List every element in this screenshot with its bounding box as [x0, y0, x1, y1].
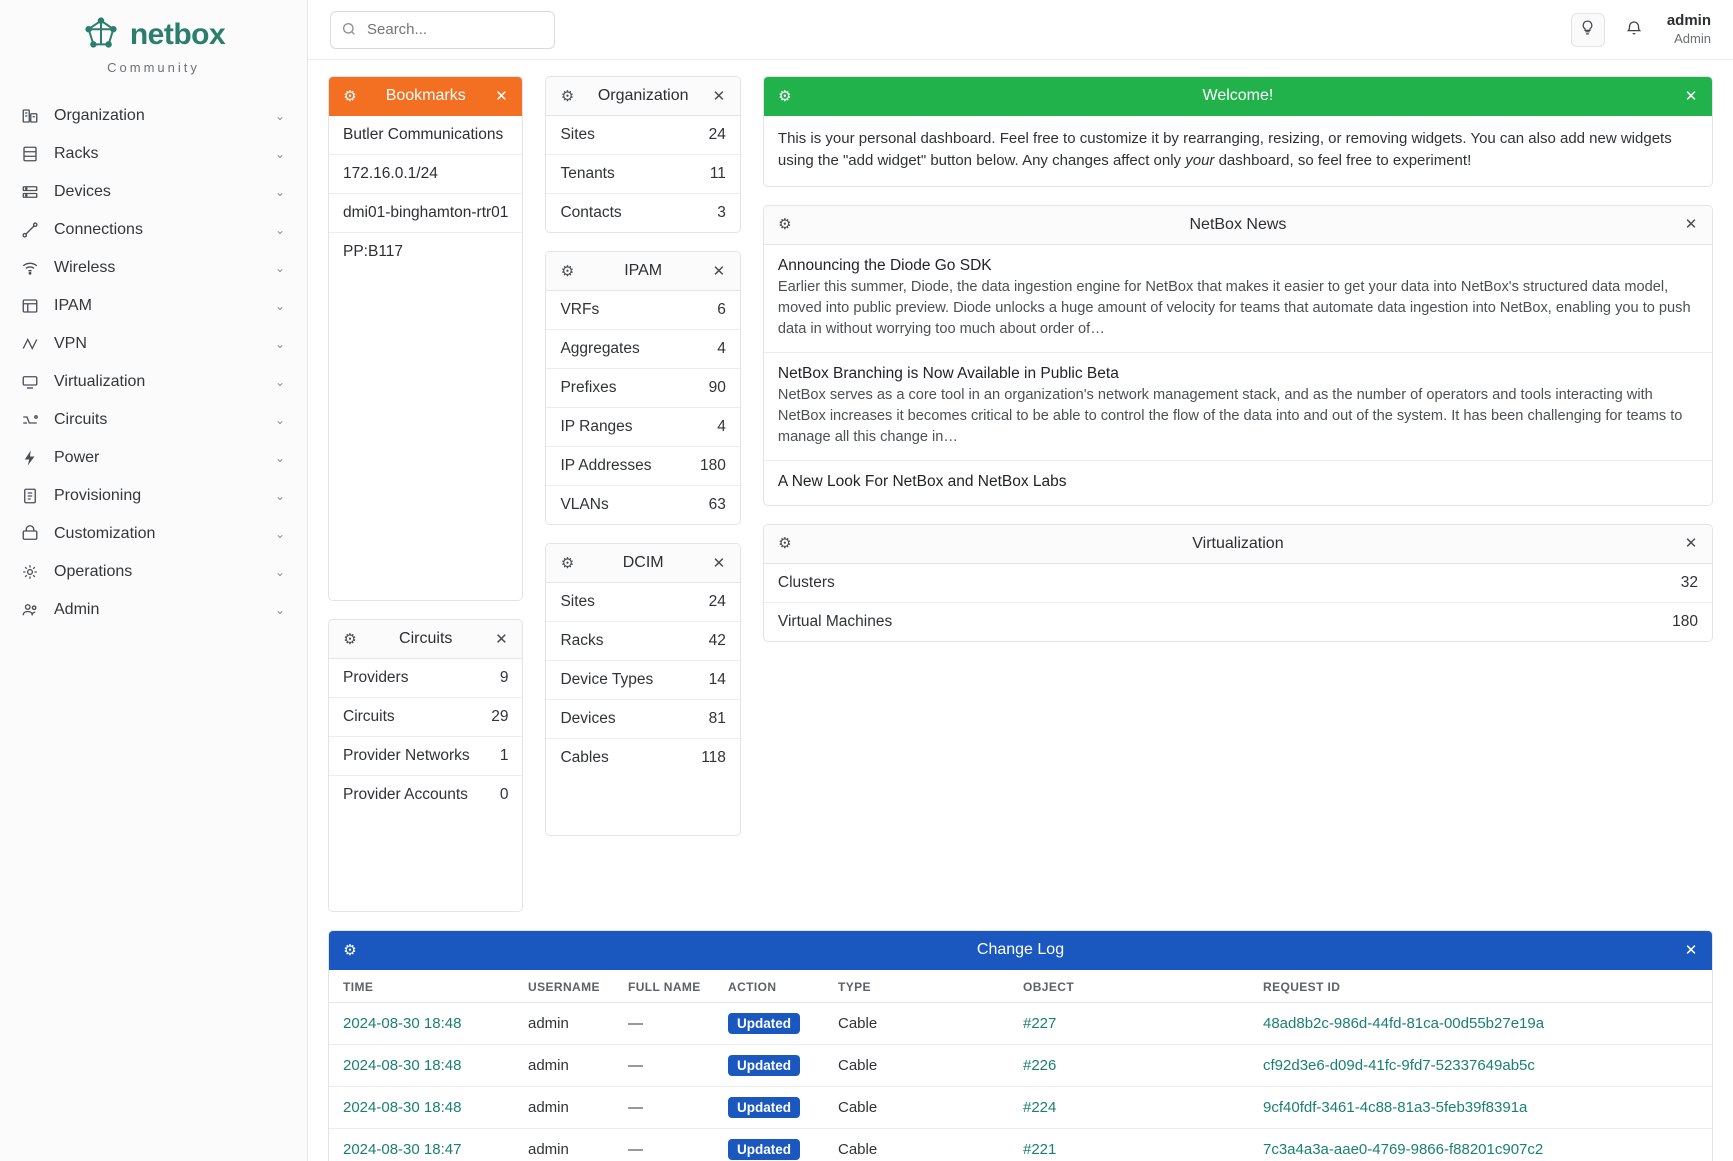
- news-title: Announcing the Diode Go SDK: [777, 256, 992, 274]
- status-badge: Updated: [728, 1055, 800, 1076]
- list-item[interactable]: [546, 155, 739, 194]
- row-label: Device Types: [560, 671, 654, 688]
- devices-icon: [20, 182, 40, 202]
- racks-icon: [20, 144, 40, 164]
- row-value: 32: [1680, 573, 1698, 591]
- status-badge: Updated: [728, 1097, 800, 1118]
- table-body: [329, 1003, 1712, 1161]
- sidebar-item-virtualization[interactable]: [0, 363, 307, 401]
- changelog-time-link[interactable]: 2024-08-30 18:48: [343, 1057, 462, 1074]
- row-label: Cables: [560, 749, 609, 766]
- sidebar-item-connections[interactable]: [0, 211, 307, 249]
- list-item[interactable]: [764, 353, 1712, 461]
- row-value: 42: [708, 632, 726, 649]
- chevron-down-icon: ⌄: [274, 223, 285, 237]
- chevron-down-icon: ⌄: [274, 261, 285, 275]
- chevron-down-icon: ⌄: [274, 337, 285, 351]
- list-item[interactable]: [764, 461, 1712, 505]
- chevron-down-icon: ⌄: [274, 527, 285, 541]
- row-value: 180: [700, 457, 726, 474]
- changelog-object-link[interactable]: #226: [1023, 1057, 1057, 1074]
- widget-welcome: [763, 76, 1713, 187]
- chevron-down-icon: ⌄: [274, 299, 285, 313]
- column-header-object[interactable]: OBJECT: [1009, 970, 1249, 1003]
- operations-icon: [20, 562, 40, 582]
- changelog-time-link[interactable]: 2024-08-30 18:48: [343, 1015, 462, 1032]
- sidebar-item-racks[interactable]: [0, 135, 307, 173]
- brand-subtitle: Community: [107, 60, 200, 75]
- row-label: Contacts: [560, 204, 622, 221]
- changelog-full-name: —: [614, 1045, 714, 1087]
- changelog-object-link[interactable]: #227: [1023, 1015, 1057, 1032]
- widget-virtualization: [763, 524, 1713, 642]
- dashboard-row: [328, 76, 1713, 912]
- close-icon[interactable]: ✕: [1684, 941, 1698, 959]
- news-text: Earlier this summer, Diode, the data ingestion engine for NetBox that makes it easier to get your data into NetBox's structured data model, moved into public preview. Diode unlocks a huge amount of velocity for teams that automate data ingestion into NetBox, enabling you to push data in without worrying too much about order of…: [777, 278, 1691, 337]
- wireless-icon: [20, 258, 40, 278]
- dashboard-column-left: [328, 76, 523, 912]
- table-row: [329, 1087, 1712, 1129]
- changelog-time-link[interactable]: 2024-08-30 18:47: [343, 1141, 462, 1158]
- changelog-request-id-link[interactable]: 7c3a4a3a-aae0-4769-9866-f88201c907c2: [1263, 1141, 1544, 1158]
- row-label: VLANs: [560, 496, 609, 513]
- widget-title: Bookmarks: [385, 87, 466, 104]
- provisioning-icon: [20, 486, 40, 506]
- column-header-username[interactable]: USERNAME: [514, 970, 614, 1003]
- close-icon[interactable]: ✕: [1684, 216, 1698, 233]
- gear-icon[interactable]: ⚙: [343, 630, 357, 648]
- row-label: Sites: [560, 126, 595, 143]
- widget-title: Organization: [597, 87, 689, 104]
- changelog-object-link[interactable]: #221: [1023, 1141, 1057, 1158]
- sidebar-item-label: Operations: [54, 563, 133, 580]
- changelog-full-name: —: [614, 1129, 714, 1161]
- table-row: [329, 1129, 1712, 1161]
- row-value: 4: [717, 340, 726, 357]
- dashboard-column-middle: [545, 76, 740, 912]
- column-header-time[interactable]: TIME: [329, 970, 514, 1003]
- column-header-type[interactable]: TYPE: [824, 970, 1009, 1003]
- chevron-down-icon: ⌄: [274, 603, 285, 617]
- sidebar-item-provisioning[interactable]: [0, 477, 307, 515]
- widget-circuits: [328, 619, 523, 912]
- widget-title: NetBox News: [1189, 215, 1287, 233]
- changelog-request-id-link[interactable]: 48ad8b2c-986d-44fd-81ca-00d55b27e19a: [1263, 1015, 1545, 1032]
- status-badge: Updated: [728, 1139, 800, 1160]
- list-item[interactable]: [329, 659, 522, 698]
- changelog-username: admin: [514, 1129, 614, 1161]
- widget-header: [546, 252, 739, 291]
- sidebar-item-label: IPAM: [54, 297, 92, 314]
- circuits-icon: [20, 410, 40, 430]
- sidebar-item-operations[interactable]: [0, 553, 307, 591]
- chevron-down-icon: ⌄: [274, 147, 285, 161]
- sidebar-nav: [0, 97, 307, 629]
- row-label: Clusters: [777, 573, 835, 591]
- close-icon[interactable]: ✕: [495, 87, 508, 105]
- changelog-type: Cable: [824, 1045, 1009, 1087]
- list-item[interactable]: Butler Communications: [329, 116, 522, 155]
- widget-title: Circuits: [399, 630, 453, 647]
- connections-icon: [20, 220, 40, 240]
- user-name: admin: [1666, 12, 1711, 29]
- welcome-text: [764, 116, 1712, 186]
- chevron-down-icon: ⌄: [274, 109, 285, 123]
- widget-header: [546, 544, 739, 583]
- row-value: 180: [1672, 612, 1698, 630]
- close-icon[interactable]: ✕: [1684, 535, 1698, 552]
- changelog-full-name: —: [614, 1003, 714, 1045]
- sidebar-item-vpn[interactable]: [0, 325, 307, 363]
- dcim-list: [546, 583, 739, 777]
- list-item[interactable]: [546, 194, 739, 232]
- news-title: NetBox Branching is Now Available in Public Beta: [777, 364, 1119, 382]
- news-text: NetBox serves as a core tool in an organization's network management stack, and as the number of operators and tools interacting with NetBox increases it becomes critical to be able to control the flow of the data into and out of the system. It has been challenging for teams to manage all this change in…: [777, 386, 1683, 445]
- list-item[interactable]: [546, 622, 739, 661]
- list-item[interactable]: [546, 408, 739, 447]
- widget-header: [329, 620, 522, 659]
- list-item[interactable]: [329, 737, 522, 776]
- close-icon[interactable]: ✕: [495, 630, 508, 648]
- changelog-object-link[interactable]: #224: [1023, 1099, 1057, 1116]
- row-value: 118: [701, 749, 726, 766]
- table-row: [329, 1003, 1712, 1045]
- widget-header: [329, 77, 522, 116]
- row-value: 3: [717, 204, 726, 221]
- list-item[interactable]: dmi01-binghamton-rtr01: [329, 194, 522, 233]
- sidebar-item-label: Circuits: [54, 411, 108, 428]
- changelog-username: admin: [514, 1045, 614, 1087]
- list-item[interactable]: [546, 291, 739, 330]
- changelog-username: admin: [514, 1003, 614, 1045]
- ipam-list: [546, 291, 739, 524]
- netbox-logo-icon: [82, 14, 120, 56]
- list-item[interactable]: [329, 776, 522, 814]
- widget-header: [329, 931, 1712, 970]
- gear-icon[interactable]: ⚙: [343, 87, 357, 105]
- chevron-down-icon: ⌄: [274, 489, 285, 503]
- changelog-type: Cable: [824, 1003, 1009, 1045]
- row-value: 24: [708, 126, 726, 143]
- widget-title: Change Log: [976, 941, 1065, 958]
- gear-icon[interactable]: ⚙: [560, 87, 575, 105]
- widget-netbox-news: [763, 205, 1713, 506]
- list-item[interactable]: [764, 603, 1712, 641]
- widget-header: [764, 206, 1712, 245]
- close-icon[interactable]: ✕: [712, 554, 726, 572]
- row-label: Providers: [343, 669, 409, 686]
- widget-header: [764, 525, 1712, 564]
- gear-icon[interactable]: ⚙: [778, 216, 792, 233]
- power-icon: [20, 448, 40, 468]
- main-area: [308, 0, 1733, 1161]
- changelog-username: admin: [514, 1087, 614, 1129]
- widget-title: IPAM: [624, 262, 663, 279]
- row-label: Sites: [560, 593, 595, 610]
- widget-title: Virtualization: [1192, 534, 1284, 552]
- widget-title: DCIM: [622, 554, 664, 571]
- changelog-type: Cable: [824, 1087, 1009, 1129]
- brand-name: netbox: [129, 18, 226, 51]
- news-list: [764, 245, 1712, 505]
- list-item[interactable]: [546, 583, 739, 622]
- row-value: 11: [709, 165, 726, 182]
- notifications-button[interactable]: [1621, 17, 1647, 43]
- sidebar-item-label: Power: [54, 449, 100, 466]
- gear-icon[interactable]: ⚙: [343, 941, 357, 959]
- table-header: [329, 970, 1712, 1003]
- customization-icon: [20, 524, 40, 544]
- changelog-request-id-link[interactable]: cf92d3e6-d09d-41fc-9fd7-52337649ab5c: [1263, 1057, 1535, 1074]
- status-badge: Updated: [728, 1013, 800, 1034]
- sidebar-item-label: VPN: [54, 335, 87, 352]
- row-label: Tenants: [560, 165, 615, 182]
- topbar: [308, 0, 1733, 60]
- sidebar-item-devices[interactable]: [0, 173, 307, 211]
- list-item[interactable]: [546, 447, 739, 486]
- changelog-request-id-link[interactable]: 9cf40fdf-3461-4c88-81a3-5feb39f8391a: [1263, 1099, 1528, 1116]
- bell-icon: [1625, 19, 1643, 41]
- widget-organization: [545, 76, 740, 233]
- theme-toggle-button[interactable]: [1571, 13, 1605, 47]
- user-menu[interactable]: [1663, 12, 1711, 47]
- row-value: 6: [717, 301, 726, 318]
- widget-dcim: [545, 543, 740, 836]
- row-value: 29: [491, 708, 509, 725]
- welcome-text-before: This is your personal dashboard. Feel free to customize it by rearranging, resizing, or removing widgets. You can also add new widgets using the "add widget" button below. Any changes affect only: [777, 130, 1672, 169]
- row-value: 81: [708, 710, 726, 727]
- list-item[interactable]: [546, 739, 739, 777]
- ipam-icon: [20, 296, 40, 316]
- welcome-text-after: dashboard, so feel free to experiment!: [1214, 151, 1472, 169]
- sidebar-item-label: Provisioning: [54, 487, 142, 504]
- sidebar-item-label: Admin: [54, 601, 100, 618]
- sidebar-item-label: Devices: [54, 183, 111, 200]
- news-title: A New Look For NetBox and NetBox Labs: [777, 472, 1067, 490]
- list-item[interactable]: [764, 564, 1712, 603]
- bookmarks-list: [329, 116, 522, 271]
- row-value: 14: [708, 671, 726, 688]
- topbar-right: [1571, 12, 1711, 47]
- list-item[interactable]: [546, 486, 739, 524]
- dashboard: [308, 60, 1733, 1161]
- sidebar-item-admin[interactable]: [0, 591, 307, 629]
- list-item[interactable]: [546, 330, 739, 369]
- circuits-list: [329, 659, 522, 814]
- list-item[interactable]: [546, 116, 739, 155]
- organization-list: [546, 116, 739, 232]
- sidebar-item-power[interactable]: [0, 439, 307, 477]
- list-item[interactable]: [546, 661, 739, 700]
- sidebar-item-label: Connections: [54, 221, 143, 238]
- search-icon: [341, 21, 357, 41]
- sidebar-item-ipam[interactable]: [0, 287, 307, 325]
- row-label: IP Ranges: [560, 418, 633, 435]
- row-label: Aggregates: [560, 340, 640, 357]
- row-label: Provider Accounts: [343, 786, 468, 803]
- column-header-action[interactable]: ACTION: [714, 970, 824, 1003]
- close-icon[interactable]: ✕: [712, 262, 726, 280]
- row-value: 4: [717, 418, 726, 435]
- column-header-request-id[interactable]: REQUEST ID: [1249, 970, 1712, 1003]
- organization-icon: [20, 106, 40, 126]
- search-input[interactable]: [330, 11, 555, 49]
- search-box[interactable]: [330, 11, 555, 49]
- chevron-down-icon: ⌄: [274, 375, 285, 389]
- widget-ipam: [545, 251, 740, 525]
- row-label: Virtual Machines: [777, 612, 893, 630]
- list-item[interactable]: 172.16.0.1/24: [329, 155, 522, 194]
- gear-icon[interactable]: ⚙: [560, 262, 575, 280]
- brand[interactable]: [0, 0, 307, 91]
- row-value: 9: [499, 669, 509, 686]
- widget-change-log: [328, 930, 1713, 1161]
- sidebar-item-wireless[interactable]: [0, 249, 307, 287]
- sidebar-item-label: Customization: [54, 525, 156, 542]
- user-role: Admin: [1674, 30, 1711, 46]
- row-value: 63: [708, 496, 726, 513]
- dashboard-column-right: [763, 76, 1713, 912]
- lightbulb-icon: [1579, 19, 1596, 40]
- list-item[interactable]: [764, 245, 1712, 353]
- changelog-time-link[interactable]: 2024-08-30 18:48: [343, 1099, 462, 1116]
- sidebar-item-customization[interactable]: [0, 515, 307, 553]
- sidebar-item-label: Virtualization: [54, 373, 146, 390]
- sidebar-item-label: Wireless: [54, 259, 116, 276]
- column-header-full-name[interactable]: FULL NAME: [614, 970, 714, 1003]
- table-header-row: [329, 970, 1712, 1003]
- gear-icon[interactable]: ⚙: [560, 554, 575, 572]
- widget-header: [546, 77, 739, 116]
- row-value: 0: [499, 786, 509, 803]
- row-label: VRFs: [560, 301, 600, 318]
- changelog-type: Cable: [824, 1129, 1009, 1161]
- table-row: [329, 1045, 1712, 1087]
- gear-icon[interactable]: ⚙: [778, 87, 792, 105]
- chevron-down-icon: ⌄: [274, 565, 285, 579]
- widget-title: Welcome!: [1202, 87, 1274, 104]
- close-icon[interactable]: ✕: [712, 87, 726, 105]
- row-label: IP Addresses: [560, 457, 652, 474]
- row-value: 1: [499, 747, 509, 764]
- virtualization-icon: [20, 372, 40, 392]
- row-label: Racks: [560, 632, 604, 649]
- list-item[interactable]: PP:B117: [343, 243, 404, 260]
- row-value: 24: [708, 593, 726, 610]
- list-item[interactable]: [329, 698, 522, 737]
- welcome-emphasis: your: [1185, 151, 1215, 169]
- change-log-table: [329, 970, 1712, 1161]
- row-label: Provider Networks: [343, 747, 470, 764]
- sidebar-item-circuits[interactable]: [0, 401, 307, 439]
- widget-header: [764, 77, 1712, 116]
- sidebar: [0, 0, 308, 1161]
- list-item[interactable]: [546, 369, 739, 408]
- chevron-down-icon: ⌄: [274, 185, 285, 199]
- widget-bookmarks: [328, 76, 523, 601]
- changelog-full-name: —: [614, 1087, 714, 1129]
- chevron-down-icon: ⌄: [274, 451, 285, 465]
- close-icon[interactable]: ✕: [1684, 87, 1698, 105]
- sidebar-item-organization[interactable]: [0, 97, 307, 135]
- sidebar-item-label: Racks: [54, 145, 99, 162]
- row-label: Prefixes: [560, 379, 617, 396]
- admin-icon: [20, 600, 40, 620]
- row-label: Devices: [560, 710, 616, 727]
- gear-icon[interactable]: ⚙: [778, 535, 792, 552]
- virtualization-list: [764, 564, 1712, 641]
- chevron-down-icon: ⌄: [274, 413, 285, 427]
- vpn-icon: [20, 334, 40, 354]
- row-value: 90: [708, 379, 726, 396]
- row-label: Circuits: [343, 708, 395, 725]
- sidebar-item-label: Organization: [54, 107, 145, 124]
- list-item[interactable]: [546, 700, 739, 739]
